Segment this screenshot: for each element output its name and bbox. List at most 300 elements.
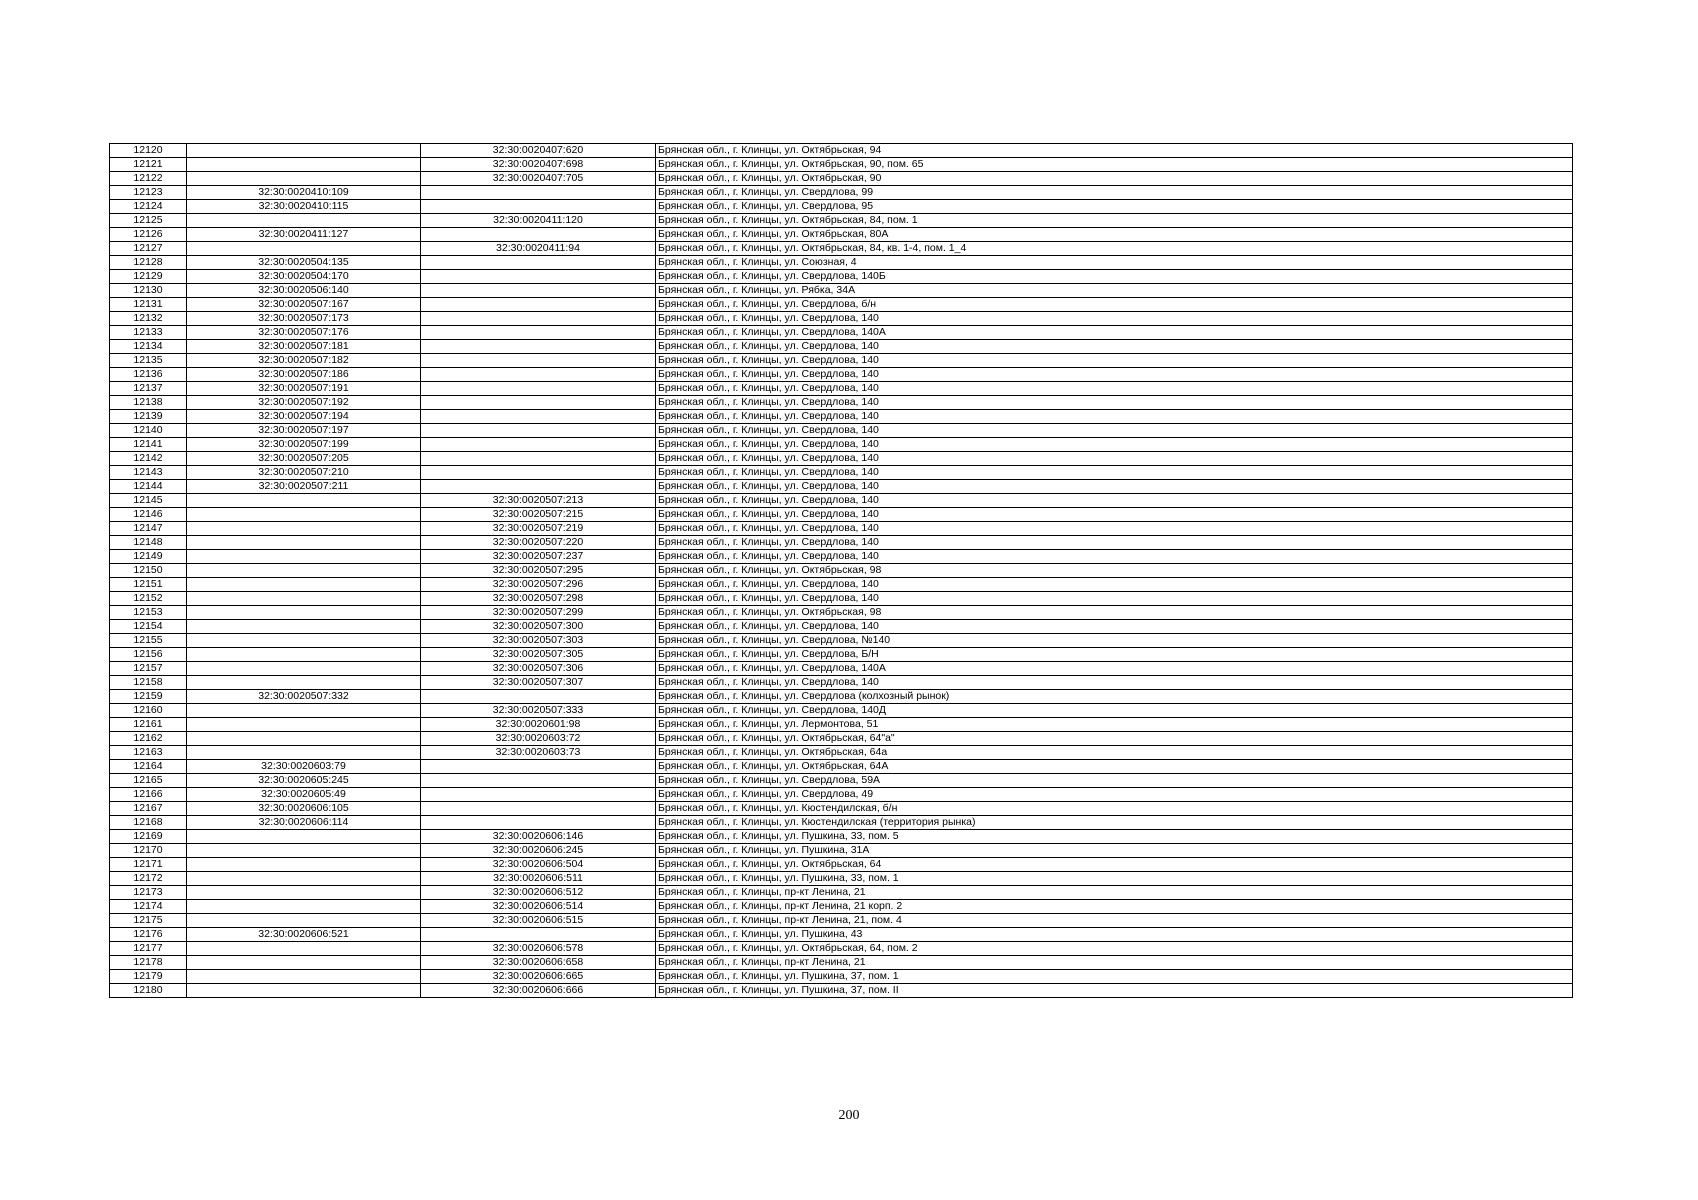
table-row (110, 410, 1573, 424)
table-row (110, 886, 1573, 900)
table-row (110, 928, 1573, 942)
address-cell: Брянская обл., г. Клинцы, ул. Свердлова, 140Д (656, 704, 1573, 718)
row-number-cell: 12163 (110, 746, 187, 760)
cadastral-building-cell: 32:30:0020507:298 (421, 592, 656, 606)
cadastral-building-cell (421, 438, 656, 452)
address-cell: Брянская обл., г. Клинцы, ул. Свердлова, 140 (656, 508, 1573, 522)
row-number-cell: 12150 (110, 564, 187, 578)
cadastral-number-cell (187, 970, 421, 984)
cadastral-building-cell: 32:30:0020507:213 (421, 494, 656, 508)
address-cell: Брянская обл., г. Клинцы, ул. Октябрьская, 84, кв. 1-4, пом. 1_4 (656, 242, 1573, 256)
row-number-cell: 12137 (110, 382, 187, 396)
cadastral-number-cell: 32:30:0020504:170 (187, 270, 421, 284)
address-cell: Брянская обл., г. Клинцы, ул. Свердлова (колхозный рынок) (656, 690, 1573, 704)
table-row (110, 550, 1573, 564)
cadastral-building-cell: 32:30:0020606:512 (421, 886, 656, 900)
address-cell: Брянская обл., г. Клинцы, ул. Свердлова, 140 (656, 340, 1573, 354)
address-cell: Брянская обл., г. Клинцы, пр-кт Ленина, 21 (656, 956, 1573, 970)
cadastral-building-cell (421, 228, 656, 242)
table-row (110, 760, 1573, 774)
row-number-cell: 12141 (110, 438, 187, 452)
row-number-cell: 12134 (110, 340, 187, 354)
table-row (110, 956, 1573, 970)
address-cell: Брянская обл., г. Клинцы, ул. Октябрьская, 98 (656, 564, 1573, 578)
cadastral-building-cell (421, 298, 656, 312)
cadastral-building-cell (421, 186, 656, 200)
address-cell: Брянская обл., г. Клинцы, ул. Пушкина, 33, пом. 1 (656, 872, 1573, 886)
cadastral-building-cell: 32:30:0020407:620 (421, 144, 656, 158)
address-cell: Брянская обл., г. Клинцы, ул. Свердлова, 140А (656, 326, 1573, 340)
address-cell: Брянская обл., г. Клинцы, ул. Свердлова, 140 (656, 494, 1573, 508)
row-number-cell: 12146 (110, 508, 187, 522)
cadastral-building-cell (421, 284, 656, 298)
row-number-cell: 12180 (110, 984, 187, 998)
table-row (110, 186, 1573, 200)
row-number-cell: 12164 (110, 760, 187, 774)
table-row (110, 606, 1573, 620)
address-cell: Брянская обл., г. Клинцы, ул. Свердлова, 140 (656, 676, 1573, 690)
cadastral-number-cell: 32:30:0020507:191 (187, 382, 421, 396)
address-cell: Брянская обл., г. Клинцы, ул. Свердлова, №140 (656, 634, 1573, 648)
row-number-cell: 12143 (110, 466, 187, 480)
cadastral-building-cell: 32:30:0020507:296 (421, 578, 656, 592)
cadastral-number-cell: 32:30:0020507:211 (187, 480, 421, 494)
cadastral-building-cell (421, 256, 656, 270)
row-number-cell: 12154 (110, 620, 187, 634)
cadastral-number-cell (187, 158, 421, 172)
address-cell: Брянская обл., г. Клинцы, ул. Свердлова, 140 (656, 424, 1573, 438)
cadastral-number-cell: 32:30:0020603:79 (187, 760, 421, 774)
table-row (110, 914, 1573, 928)
cadastral-building-cell: 32:30:0020411:94 (421, 242, 656, 256)
address-cell: Брянская обл., г. Клинцы, ул. Октябрьская, 80А (656, 228, 1573, 242)
row-number-cell: 12126 (110, 228, 187, 242)
row-number-cell: 12165 (110, 774, 187, 788)
address-cell: Брянская обл., г. Клинцы, ул. Свердлова, 140 (656, 522, 1573, 536)
row-number-cell: 12166 (110, 788, 187, 802)
cadastral-building-cell (421, 326, 656, 340)
table-row (110, 620, 1573, 634)
cadastral-number-cell: 32:30:0020606:521 (187, 928, 421, 942)
table-row (110, 340, 1573, 354)
cadastral-building-cell (421, 480, 656, 494)
table-row (110, 578, 1573, 592)
row-number-cell: 12138 (110, 396, 187, 410)
row-number-cell: 12121 (110, 158, 187, 172)
address-cell: Брянская обл., г. Клинцы, ул. Свердлова, 95 (656, 200, 1573, 214)
cadastral-building-cell: 32:30:0020407:705 (421, 172, 656, 186)
cadastral-building-cell: 32:30:0020606:658 (421, 956, 656, 970)
cadastral-building-cell: 32:30:0020606:146 (421, 830, 656, 844)
address-cell: Брянская обл., г. Клинцы, ул. Рябка, 34А (656, 284, 1573, 298)
address-cell: Брянская обл., г. Клинцы, пр-кт Ленина, 21 корп. 2 (656, 900, 1573, 914)
address-cell: Брянская обл., г. Клинцы, ул. Свердлова, 140 (656, 354, 1573, 368)
address-cell: Брянская обл., г. Клинцы, ул. Свердлова, 59А (656, 774, 1573, 788)
table-row (110, 298, 1573, 312)
cadastral-number-cell: 32:30:0020507:199 (187, 438, 421, 452)
table-row (110, 648, 1573, 662)
cadastral-number-cell: 32:30:0020605:49 (187, 788, 421, 802)
cadastral-building-cell: 32:30:0020507:237 (421, 550, 656, 564)
row-number-cell: 12139 (110, 410, 187, 424)
cadastral-building-cell (421, 270, 656, 284)
table-row (110, 690, 1573, 704)
table-row (110, 354, 1573, 368)
row-number-cell: 12172 (110, 872, 187, 886)
address-cell: Брянская обл., г. Клинцы, ул. Пушкина, 37, пом. 1 (656, 970, 1573, 984)
cadastral-building-cell: 32:30:0020606:515 (421, 914, 656, 928)
address-cell: Брянская обл., г. Клинцы, ул. Пушкина, 43 (656, 928, 1573, 942)
row-number-cell: 12179 (110, 970, 187, 984)
table-row (110, 368, 1573, 382)
cadastral-number-cell (187, 886, 421, 900)
row-number-cell: 12130 (110, 284, 187, 298)
table-row (110, 858, 1573, 872)
address-cell: Брянская обл., г. Клинцы, ул. Свердлова, 140 (656, 480, 1573, 494)
cadastral-number-cell (187, 676, 421, 690)
cadastral-number-cell: 32:30:0020605:245 (187, 774, 421, 788)
address-cell: Брянская обл., г. Клинцы, ул. Свердлова, 99 (656, 186, 1573, 200)
table-row (110, 424, 1573, 438)
address-cell: Брянская обл., г. Клинцы, ул. Октябрьская, 64"а" (656, 732, 1573, 746)
cadastral-number-cell: 32:30:0020507:197 (187, 424, 421, 438)
address-cell: Брянская обл., г. Клинцы, ул. Кюстендилская, б/н (656, 802, 1573, 816)
cadastral-number-cell: 32:30:0020410:115 (187, 200, 421, 214)
row-number-cell: 12129 (110, 270, 187, 284)
address-cell: Брянская обл., г. Клинцы, пр-кт Ленина, 21, пом. 4 (656, 914, 1573, 928)
cadastral-number-cell: 32:30:0020507:167 (187, 298, 421, 312)
cadastral-number-cell (187, 242, 421, 256)
cadastral-number-cell (187, 732, 421, 746)
row-number-cell: 12155 (110, 634, 187, 648)
cadastral-number-cell: 32:30:0020507:332 (187, 690, 421, 704)
cadastral-building-cell: 32:30:0020407:698 (421, 158, 656, 172)
cadastral-number-cell: 32:30:0020507:210 (187, 466, 421, 480)
cadastral-number-cell (187, 606, 421, 620)
cadastral-building-cell (421, 424, 656, 438)
registry-table (109, 143, 1573, 998)
table-row (110, 522, 1573, 536)
table-row (110, 396, 1573, 410)
table-row (110, 592, 1573, 606)
table-row (110, 256, 1573, 270)
table-row (110, 746, 1573, 760)
address-cell: Брянская обл., г. Клинцы, ул. Свердлова, б/н (656, 298, 1573, 312)
table-row (110, 732, 1573, 746)
address-cell: Брянская обл., г. Клинцы, ул. Свердлова, 140 (656, 578, 1573, 592)
table-row (110, 284, 1573, 298)
cadastral-building-cell: 32:30:0020411:120 (421, 214, 656, 228)
address-cell: Брянская обл., г. Клинцы, ул. Октябрьская, 64А (656, 760, 1573, 774)
cadastral-number-cell: 32:30:0020606:105 (187, 802, 421, 816)
row-number-cell: 12174 (110, 900, 187, 914)
address-cell: Брянская обл., г. Клинцы, ул. Свердлова, 140 (656, 592, 1573, 606)
table-row (110, 494, 1573, 508)
cadastral-number-cell: 32:30:0020507:205 (187, 452, 421, 466)
table-row (110, 662, 1573, 676)
cadastral-building-cell (421, 452, 656, 466)
row-number-cell: 12170 (110, 844, 187, 858)
cadastral-number-cell: 32:30:0020507:181 (187, 340, 421, 354)
cadastral-number-cell (187, 494, 421, 508)
cadastral-building-cell: 32:30:0020606:578 (421, 942, 656, 956)
cadastral-building-cell (421, 312, 656, 326)
cadastral-number-cell (187, 620, 421, 634)
table-row (110, 144, 1573, 158)
address-cell: Брянская обл., г. Клинцы, ул. Свердлова, 140 (656, 396, 1573, 410)
cadastral-number-cell (187, 648, 421, 662)
cadastral-number-cell (187, 830, 421, 844)
row-number-cell: 12144 (110, 480, 187, 494)
table-row (110, 970, 1573, 984)
address-cell: Брянская обл., г. Клинцы, ул. Лермонтова, 51 (656, 718, 1573, 732)
cadastral-building-cell: 32:30:0020507:307 (421, 676, 656, 690)
row-number-cell: 12122 (110, 172, 187, 186)
table-row (110, 942, 1573, 956)
address-cell: Брянская обл., г. Клинцы, ул. Пушкина, 31А (656, 844, 1573, 858)
address-cell: Брянская обл., г. Клинцы, ул. Свердлова, 140 (656, 368, 1573, 382)
address-cell: Брянская обл., г. Клинцы, ул. Пушкина, 37, пом. II (656, 984, 1573, 998)
cadastral-building-cell: 32:30:0020603:73 (421, 746, 656, 760)
cadastral-number-cell (187, 508, 421, 522)
row-number-cell: 12171 (110, 858, 187, 872)
cadastral-number-cell (187, 844, 421, 858)
cadastral-building-cell (421, 410, 656, 424)
address-cell: Брянская обл., г. Клинцы, ул. Пушкина, 33, пом. 5 (656, 830, 1573, 844)
cadastral-building-cell (421, 340, 656, 354)
cadastral-building-cell: 32:30:0020507:300 (421, 620, 656, 634)
cadastral-building-cell (421, 788, 656, 802)
address-cell: Брянская обл., г. Клинцы, ул. Октябрьская, 98 (656, 606, 1573, 620)
cadastral-number-cell (187, 872, 421, 886)
table-row (110, 536, 1573, 550)
cadastral-building-cell: 32:30:0020606:504 (421, 858, 656, 872)
address-cell: Брянская обл., г. Клинцы, ул. Свердлова, 49 (656, 788, 1573, 802)
cadastral-building-cell: 32:30:0020507:303 (421, 634, 656, 648)
table-row (110, 564, 1573, 578)
table-row (110, 158, 1573, 172)
address-cell: Брянская обл., г. Клинцы, ул. Свердлова, 140А (656, 662, 1573, 676)
row-number-cell: 12140 (110, 424, 187, 438)
cadastral-number-cell: 32:30:0020410:109 (187, 186, 421, 200)
address-cell: Брянская обл., г. Клинцы, ул. Октябрьская, 84, пом. 1 (656, 214, 1573, 228)
table-row (110, 326, 1573, 340)
address-cell: Брянская обл., г. Клинцы, ул. Свердлова, Б/Н (656, 648, 1573, 662)
table-row (110, 480, 1573, 494)
cadastral-building-cell (421, 760, 656, 774)
row-number-cell: 12135 (110, 354, 187, 368)
cadastral-number-cell (187, 662, 421, 676)
address-cell: Брянская обл., г. Клинцы, ул. Октябрьская, 64а (656, 746, 1573, 760)
table-row (110, 270, 1573, 284)
row-number-cell: 12123 (110, 186, 187, 200)
row-number-cell: 12173 (110, 886, 187, 900)
row-number-cell: 12151 (110, 578, 187, 592)
table-row (110, 802, 1573, 816)
table-row (110, 872, 1573, 886)
address-cell: Брянская обл., г. Клинцы, ул. Октябрьская, 64, пом. 2 (656, 942, 1573, 956)
table-row (110, 508, 1573, 522)
cadastral-building-cell (421, 368, 656, 382)
cadastral-building-cell: 32:30:0020606:665 (421, 970, 656, 984)
cadastral-building-cell: 32:30:0020606:511 (421, 872, 656, 886)
cadastral-number-cell (187, 578, 421, 592)
table-row (110, 452, 1573, 466)
table-row (110, 382, 1573, 396)
cadastral-number-cell (187, 592, 421, 606)
cadastral-number-cell: 32:30:0020507:173 (187, 312, 421, 326)
cadastral-number-cell (187, 914, 421, 928)
address-cell: Брянская обл., г. Клинцы, ул. Октябрьская, 64 (656, 858, 1573, 872)
row-number-cell: 12156 (110, 648, 187, 662)
table-row (110, 816, 1573, 830)
cadastral-building-cell: 32:30:0020603:72 (421, 732, 656, 746)
row-number-cell: 12133 (110, 326, 187, 340)
table-row (110, 172, 1573, 186)
cadastral-number-cell: 32:30:0020606:114 (187, 816, 421, 830)
row-number-cell: 12168 (110, 816, 187, 830)
cadastral-number-cell: 32:30:0020411:127 (187, 228, 421, 242)
row-number-cell: 12167 (110, 802, 187, 816)
cadastral-building-cell: 32:30:0020601:98 (421, 718, 656, 732)
row-number-cell: 12131 (110, 298, 187, 312)
row-number-cell: 12149 (110, 550, 187, 564)
cadastral-number-cell (187, 984, 421, 998)
address-cell: Брянская обл., г. Клинцы, ул. Союзная, 4 (656, 256, 1573, 270)
cadastral-number-cell (187, 858, 421, 872)
cadastral-number-cell (187, 718, 421, 732)
address-cell: Брянская обл., г. Клинцы, ул. Свердлова, 140 (656, 550, 1573, 564)
row-number-cell: 12161 (110, 718, 187, 732)
row-number-cell: 12153 (110, 606, 187, 620)
row-number-cell: 12152 (110, 592, 187, 606)
cadastral-number-cell (187, 172, 421, 186)
address-cell: Брянская обл., г. Клинцы, ул. Свердлова, 140Б (656, 270, 1573, 284)
cadastral-number-cell: 32:30:0020507:186 (187, 368, 421, 382)
address-cell: Брянская обл., г. Клинцы, ул. Октябрьская, 94 (656, 144, 1573, 158)
cadastral-building-cell (421, 466, 656, 480)
cadastral-number-cell: 32:30:0020506:140 (187, 284, 421, 298)
address-cell: Брянская обл., г. Клинцы, ул. Свердлова, 140 (656, 452, 1573, 466)
table-row (110, 466, 1573, 480)
address-cell: Брянская обл., г. Клинцы, пр-кт Ленина, 21 (656, 886, 1573, 900)
registry-table-body (110, 144, 1573, 998)
cadastral-building-cell: 32:30:0020507:220 (421, 536, 656, 550)
row-number-cell: 12120 (110, 144, 187, 158)
table-row (110, 788, 1573, 802)
cadastral-number-cell (187, 550, 421, 564)
row-number-cell: 12169 (110, 830, 187, 844)
row-number-cell: 12148 (110, 536, 187, 550)
row-number-cell: 12176 (110, 928, 187, 942)
cadastral-building-cell: 32:30:0020507:299 (421, 606, 656, 620)
cadastral-building-cell: 32:30:0020606:514 (421, 900, 656, 914)
cadastral-number-cell: 32:30:0020504:135 (187, 256, 421, 270)
table-row (110, 312, 1573, 326)
address-cell: Брянская обл., г. Клинцы, ул. Свердлова, 140 (656, 466, 1573, 480)
cadastral-number-cell (187, 900, 421, 914)
row-number-cell: 12142 (110, 452, 187, 466)
cadastral-number-cell: 32:30:0020507:176 (187, 326, 421, 340)
cadastral-number-cell (187, 942, 421, 956)
table-row (110, 984, 1573, 998)
table-row (110, 676, 1573, 690)
table-row (110, 830, 1573, 844)
row-number-cell: 12157 (110, 662, 187, 676)
cadastral-number-cell (187, 144, 421, 158)
cadastral-building-cell (421, 354, 656, 368)
cadastral-building-cell (421, 396, 656, 410)
row-number-cell: 12175 (110, 914, 187, 928)
table-row (110, 844, 1573, 858)
address-cell: Брянская обл., г. Клинцы, ул. Свердлова, 140 (656, 410, 1573, 424)
cadastral-building-cell (421, 690, 656, 704)
cadastral-building-cell: 32:30:0020507:306 (421, 662, 656, 676)
table-row (110, 214, 1573, 228)
row-number-cell: 12159 (110, 690, 187, 704)
table-row (110, 634, 1573, 648)
row-number-cell: 12128 (110, 256, 187, 270)
cadastral-number-cell (187, 536, 421, 550)
table-row (110, 718, 1573, 732)
address-cell: Брянская обл., г. Клинцы, ул. Свердлова, 140 (656, 382, 1573, 396)
table-row (110, 704, 1573, 718)
cadastral-building-cell (421, 816, 656, 830)
cadastral-building-cell (421, 382, 656, 396)
cadastral-building-cell: 32:30:0020507:295 (421, 564, 656, 578)
row-number-cell: 12160 (110, 704, 187, 718)
cadastral-building-cell (421, 200, 656, 214)
table-row (110, 200, 1573, 214)
cadastral-number-cell (187, 522, 421, 536)
row-number-cell: 12178 (110, 956, 187, 970)
table-row (110, 774, 1573, 788)
cadastral-building-cell: 32:30:0020507:333 (421, 704, 656, 718)
row-number-cell: 12162 (110, 732, 187, 746)
address-cell: Брянская обл., г. Клинцы, ул. Кюстендилская (территория рынка) (656, 816, 1573, 830)
row-number-cell: 12136 (110, 368, 187, 382)
cadastral-number-cell (187, 214, 421, 228)
cadastral-building-cell (421, 802, 656, 816)
cadastral-number-cell (187, 564, 421, 578)
row-number-cell: 12158 (110, 676, 187, 690)
address-cell: Брянская обл., г. Клинцы, ул. Октябрьская, 90 (656, 172, 1573, 186)
cadastral-number-cell (187, 634, 421, 648)
address-cell: Брянская обл., г. Клинцы, ул. Свердлова, 140 (656, 312, 1573, 326)
cadastral-number-cell (187, 746, 421, 760)
cadastral-building-cell (421, 928, 656, 942)
page-number: 200 (838, 1108, 860, 1123)
table-row (110, 900, 1573, 914)
table-row (110, 228, 1573, 242)
address-cell: Брянская обл., г. Клинцы, ул. Свердлова, 140 (656, 438, 1573, 452)
row-number-cell: 12124 (110, 200, 187, 214)
cadastral-building-cell: 32:30:0020507:305 (421, 648, 656, 662)
row-number-cell: 12147 (110, 522, 187, 536)
cadastral-building-cell: 32:30:0020606:245 (421, 844, 656, 858)
address-cell: Брянская обл., г. Клинцы, ул. Свердлова, 140 (656, 536, 1573, 550)
row-number-cell: 12127 (110, 242, 187, 256)
cadastral-number-cell: 32:30:0020507:194 (187, 410, 421, 424)
table-row (110, 242, 1573, 256)
table-row (110, 438, 1573, 452)
cadastral-building-cell: 32:30:0020606:666 (421, 984, 656, 998)
address-cell: Брянская обл., г. Клинцы, ул. Свердлова, 140 (656, 620, 1573, 634)
cadastral-number-cell: 32:30:0020507:192 (187, 396, 421, 410)
address-cell: Брянская обл., г. Клинцы, ул. Октябрьская, 90, пом. 65 (656, 158, 1573, 172)
row-number-cell: 12177 (110, 942, 187, 956)
cadastral-number-cell (187, 956, 421, 970)
